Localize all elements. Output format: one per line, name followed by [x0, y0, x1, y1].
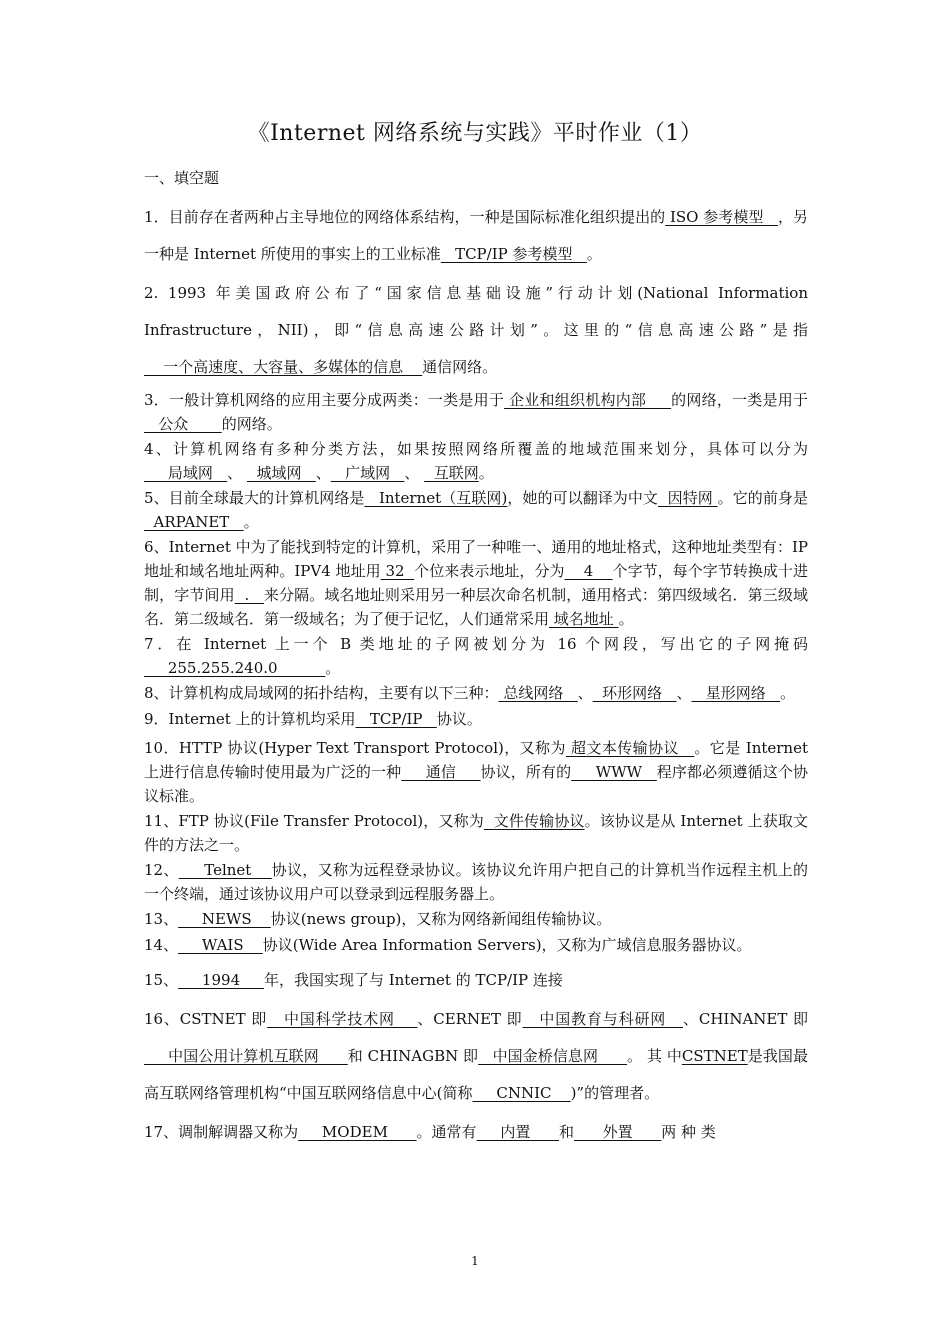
question-paragraph [144, 437, 808, 485]
question-text: 。 [586, 245, 602, 263]
question-text: 1．目前存在者两种占主导地位的网络体系结构，一种是国际标准化组织提出的 [144, 208, 666, 226]
question-text: 14、 [144, 936, 179, 954]
question-paragraph [144, 388, 808, 436]
question-paragraph [144, 275, 808, 386]
question-text: ，她的可以翻译为中文 [507, 489, 658, 507]
question-text: 4、计算机网络有多种分类方法，如果按照网络所覆盖的地域范围来划分，具体可以分为 [144, 440, 808, 458]
question-text: 协议。 [436, 710, 482, 728]
question-text: 、 [404, 464, 425, 482]
question-text: 程序都必须遵循这个协议标准。 [144, 763, 808, 805]
question-text: 。它的前身是 [717, 489, 808, 507]
question-paragraph [144, 858, 808, 906]
question-text: 16、CSTNET 即 [144, 1010, 268, 1028]
answer-blank: CNNIC [472, 1084, 571, 1102]
question-paragraph [144, 199, 808, 273]
answer-blank: 环形网络 [592, 684, 677, 702]
question-paragraph [144, 932, 808, 958]
answer-blank: 中国科学技术网 [267, 1010, 418, 1028]
answer-blank: 32 [380, 562, 415, 580]
question-paragraph [144, 736, 808, 808]
question-paragraph [144, 809, 808, 857]
question-paragraph [144, 907, 808, 931]
question-paragraph [144, 1114, 808, 1151]
question-text: 8、计算机构成局域网的拓扑结构，主要有以下三种： [144, 684, 499, 702]
question-text: 年，我国实现了与 Internet 的 TCP/IP 连接 [263, 971, 563, 989]
question-text: 。 [780, 684, 796, 702]
question-text: 。 [618, 610, 634, 628]
question-paragraph [144, 535, 808, 631]
question-text: 、 [577, 684, 593, 702]
question-text: 。通常有 [416, 1123, 477, 1141]
question-paragraph [144, 632, 808, 680]
question-text: 来分隔。域名地址则采用另一种层次命名机制，通用格式：第四级域名．第三级域名．第二级域名．第一级域名；为了便于记忆，人们通常采用 [144, 586, 808, 628]
answer-blank: CSTNET [681, 1047, 748, 1065]
answer-blank: Internet（互联网) [364, 489, 508, 507]
question-text: 通信网络。 [422, 358, 498, 376]
answer-blank: 城域网 [246, 464, 316, 482]
question-text: 协议(Wide Area Information Servers)，又称为广域信息服务器协议。 [262, 936, 752, 954]
answer-blank: 中国公用计算机互联网 [144, 1047, 348, 1065]
answer-blank: 广域网 [330, 464, 405, 482]
question-text: 、 [315, 464, 331, 482]
question-text: 的网络。 [221, 415, 282, 433]
answer-blank: 公众 [144, 415, 222, 433]
question-text: 个位来表示地址，分为 [414, 562, 565, 580]
answer-blank: 局域网 [144, 464, 228, 482]
question-text: 6、Internet 中为了能找到特定的计算机，采用了一种唯一、通用的地址格式，这种地址类型有：IP 地址和域名地址两种。IPV4 地址用 [144, 538, 808, 580]
question-text: 7．在 Internet 上一个 B 类地址的子网被划分为 16 个网段，写出它的子网掩码 [144, 635, 808, 653]
question-text: 。该协议是从 Internet 上获取文件的方法之一。 [144, 812, 809, 854]
answer-blank: 中国金桥信息网 [478, 1047, 628, 1065]
answer-blank: 文件传输协议 [483, 812, 585, 830]
question-text: ，另一种是 Internet 所使用的事实上的工业标准 [144, 208, 808, 263]
question-text: 12、 [144, 861, 179, 879]
question-text: 。 [243, 513, 259, 531]
document-body [144, 166, 808, 1153]
question-text: 13、 [144, 910, 179, 928]
answer-blank: . [234, 586, 264, 604]
question-text: 。 [478, 464, 494, 482]
answer-blank: 星形网络 [691, 684, 781, 702]
question-text: 、 [227, 464, 247, 482]
question-text: 的网络，一类是用于 [671, 391, 809, 409]
question-paragraph [144, 962, 808, 999]
answer-blank: 一个高速度、大容量、多媒体的信息 [144, 358, 423, 376]
question-text: 协议，又称为远程登录协议。该协议允许用户把自己的计算机当作远程主机上的一个终端，通过该协议用户可以登录到远程服务器上。 [144, 861, 808, 903]
answer-blank: 4 [564, 562, 613, 580]
answer-blank: MODEM [298, 1123, 417, 1141]
question-text: )”的管理者。 [570, 1084, 660, 1102]
document-title: 《Internet 网络系统与实践》平时作业（1） [247, 121, 703, 146]
answer-blank: Telnet [178, 861, 272, 879]
question-text: 15、 [144, 971, 179, 989]
question-text: 。 其 中 [627, 1047, 682, 1065]
answer-blank: 总线网络 [498, 684, 578, 702]
answer-blank: 内置 [476, 1123, 560, 1141]
answer-blank: 域名地址 [549, 610, 619, 628]
question-text: 、CHINANET 即 [683, 1010, 808, 1028]
answer-blank: 外置 [574, 1123, 662, 1141]
answer-blank: 企业和组织机构内部 [504, 391, 672, 409]
question-text: 3．一般计算机网络的应用主要分成两类：一类是用于 [144, 391, 505, 409]
answer-blank: ISO 参考模型 [665, 208, 778, 226]
question-text: 17、调制解调器又称为 [144, 1123, 299, 1141]
answer-blank: ARPANET [144, 513, 244, 531]
question-text: 。它是 Internet 上进行信息传输时使用最为广泛的一种 [144, 739, 808, 781]
question-text: 11、FTP 协议(File Transfer Protocol)，又称为 [144, 812, 484, 830]
section-heading: 一、填空题 [144, 169, 220, 187]
question-text: 5、目前全球最大的计算机网络是 [144, 489, 365, 507]
question-text: 协议(news group)，又称为网络新闻组传输协议。 [270, 910, 612, 928]
question-text: 协议，所有的 [480, 763, 572, 781]
answer-blank: 通信 [401, 763, 481, 781]
answer-blank: 超文本传输协议 [565, 739, 695, 757]
question-text: 两 种 类 [661, 1123, 716, 1141]
answer-blank: NEWS [178, 910, 271, 928]
question-paragraph [144, 706, 808, 732]
answer-blank: 1994 [178, 971, 264, 989]
question-paragraph [144, 1001, 808, 1112]
page-number: 1 [471, 1254, 479, 1268]
question-text: 10．HTTP 协议(Hyper Text Transport Protocol)，又称为 [144, 739, 566, 757]
question-text: 9．Internet 上的计算机均采用 [144, 710, 356, 728]
answer-blank: TCP/IP [355, 710, 437, 728]
question-paragraph [144, 681, 808, 705]
question-text: 、 [676, 684, 692, 702]
question-text: 个字节，每个字节转换成十进制，字节间用 [144, 562, 808, 604]
answer-blank: 因特网 [658, 489, 718, 507]
question-text: 和 CHINAGBN 即 [347, 1047, 479, 1065]
question-paragraph [144, 486, 808, 534]
answer-blank: WAIS [178, 936, 263, 954]
question-text: 2. 1993 年美国政府公布了“国家信息基础设施”行动计划(National Information Infrastructure，NII)，即“信息高速公路计划”。这里的“信息高速公路”是指 [144, 284, 808, 339]
answer-blank: 互联网 [424, 464, 479, 482]
question-text: 是我国最高互联网络管理机构“中国互联网络信息中心(简称 [144, 1047, 808, 1102]
answer-blank: TCP/IP 参考模型 [440, 245, 587, 263]
question-text: 。 [325, 659, 341, 677]
answer-blank: WWW [571, 763, 657, 781]
question-text: 和 [559, 1123, 575, 1141]
answer-blank: 255.255.240.0 [144, 659, 326, 677]
answer-blank: 中国教育与科研网 [522, 1010, 683, 1028]
question-text: 、CERNET 即 [417, 1010, 523, 1028]
